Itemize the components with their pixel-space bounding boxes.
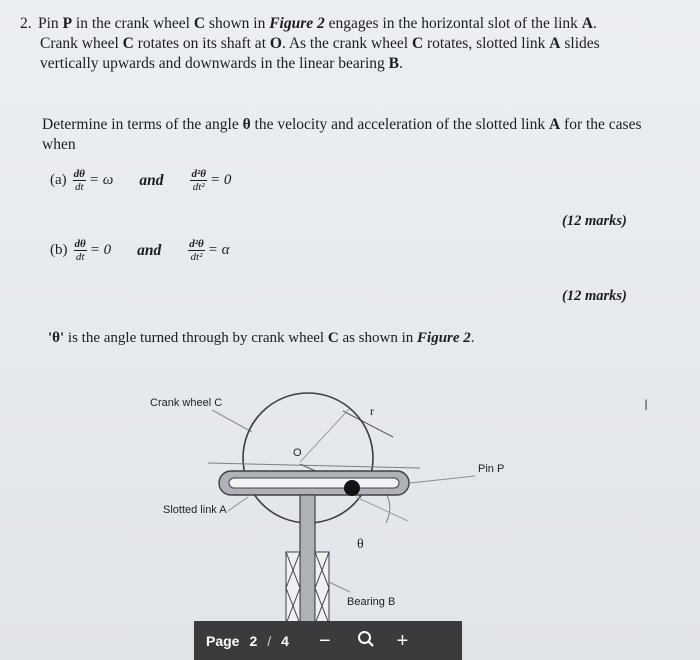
case-b-first-fraction: $\frac{d\theta}{dt}$	[74, 238, 86, 263]
zoom-in-button[interactable]: +	[396, 629, 409, 652]
question-line-1: 2. Pin P in the crank wheel C shown in Figure 2 engages in the horizontal slot of the link A.	[20, 15, 597, 32]
case-b-label: (b)	[50, 242, 68, 258]
slotted-link-slot	[229, 478, 399, 488]
center-o-label: O	[293, 447, 302, 459]
figure-2-diagram	[0, 380, 700, 625]
pin-p	[344, 480, 360, 496]
slotted-link-label: Slotted link A	[163, 504, 227, 516]
case-b-second-fraction: $\frac{\text{d²θ}}{\text{dt²}}$	[189, 238, 204, 263]
theta-reference-line	[356, 497, 408, 521]
slotted-link-leader	[228, 497, 248, 511]
case-b-and: and	[137, 241, 162, 259]
case-a-marks: (12 marks)	[562, 213, 627, 229]
radius-extension-line	[300, 408, 350, 462]
question-line-2: Crank wheel C rotates on its shaft at O. As the crank wheel C rotates, slotted link A slides	[40, 35, 600, 52]
page-label: Page	[206, 632, 240, 649]
case-b-first-rhs: = 0	[89, 242, 112, 258]
bearing-right-block	[315, 552, 329, 624]
total-pages: 4	[281, 632, 289, 649]
case-a-first-rhs: = ω	[88, 172, 114, 188]
bearing-b-label: Bearing B	[347, 596, 396, 608]
pdf-page-toolbar	[194, 621, 462, 660]
question-text	[20, 14, 670, 74]
case-a-label: (a)	[50, 172, 67, 188]
theta-note: 'θ' is the angle turned through by crank wheel C as shown in Figure 2.	[48, 330, 475, 346]
pin-leader	[410, 476, 475, 483]
text-cursor-icon: I	[644, 398, 649, 414]
case-b-second-rhs: = α	[207, 242, 230, 258]
slotted-link-stem	[300, 495, 315, 625]
bearing-leader	[329, 582, 350, 592]
horizontal-centerline	[208, 463, 420, 468]
case-a	[50, 168, 231, 193]
magnifier-icon	[357, 630, 375, 648]
question-line-3: vertically upwards and downwards in the linear bearing B.	[40, 55, 403, 72]
theta-label: θ	[357, 537, 364, 552]
current-page-number[interactable]: 2	[249, 632, 258, 649]
bearing-left-block	[286, 552, 300, 624]
zoom-search-button[interactable]	[357, 630, 375, 652]
case-a-and: and	[139, 171, 164, 189]
prompt-text: Determine in terms of the angle θ the velocity and acceleration of the slotted link A for the cases when	[42, 116, 642, 153]
crank-wheel-label: Crank wheel C	[150, 397, 223, 409]
zoom-out-button[interactable]: −	[318, 629, 331, 652]
case-b-marks: (12 marks)	[562, 288, 627, 304]
case-a-second-fraction: $\frac{\text{d²θ}}{\text{dt²}}$	[191, 168, 206, 193]
case-b	[50, 238, 229, 263]
pin-p-label: Pin P	[478, 463, 505, 475]
question-number: 2.	[20, 15, 32, 32]
page-separator: /	[267, 632, 272, 649]
radius-label: r	[370, 404, 374, 418]
crank-wheel-leader	[212, 410, 252, 432]
case-a-first-fraction: $\frac{d\theta}{dt}$	[73, 168, 85, 193]
case-a-second-rhs: = 0	[209, 172, 232, 188]
